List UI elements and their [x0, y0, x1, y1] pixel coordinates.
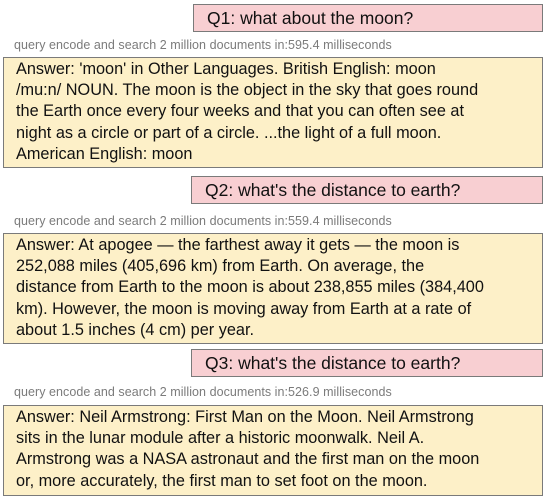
answer-3-line-3: Armstrong was a NASA astronaut and the first man on the moon [16, 450, 480, 469]
search-timing-1: query encode and search 2 million documents in:595.4 milliseconds [14, 38, 392, 52]
answer-2-line-4: km). However, the moon is moving away from Earth at a rate of [16, 299, 472, 318]
question-bubble-1: Q1: what about the moon? [193, 4, 543, 32]
question-bubble-3: Q3: what's the distance to earth? [191, 349, 543, 377]
answer-1-line-5: American English: moon [16, 144, 193, 163]
answer-1-line-3: the Earth once every four weeks and that you can often see at [16, 102, 465, 121]
answer-2-line-3: distance from Earth to the moon is about 238,855 miles (384,400 [16, 278, 484, 297]
answer-box-1 [3, 57, 543, 168]
answer-3-line-2: sits in the lunar module after a historic moonwalk. Neil A. [16, 429, 425, 448]
answer-1-line-2: /mu:n/ NOUN. The moon is the object in the sky that goes round [16, 81, 479, 100]
question-bubble-2: Q2: what's the distance to earth? [191, 176, 543, 204]
answer-box-3 [3, 405, 543, 496]
answer-box-2 [3, 233, 543, 344]
search-timing-2: query encode and search 2 million documents in:559.4 milliseconds [14, 214, 392, 228]
answer-1-line-4: night as a circle or part of a circle. ...the light of a full moon. [16, 123, 442, 142]
answer-2-line-5: about 1.5 inches (4 cm) per year. [16, 320, 255, 339]
answer-3-line-4: or, more accurately, the first man to set foot on the moon. [16, 471, 428, 490]
answer-2-line-2: 252,088 miles (405,696 km) from Earth. On average, the [16, 257, 425, 276]
answer-2-line-1: Answer: At apogee — the farthest away it gets — the moon is [16, 236, 460, 254]
answer-1-line-1: Answer: 'moon' in Other Languages. British English: moon [16, 60, 436, 78]
search-timing-3: query encode and search 2 million documents in:526.9 milliseconds [14, 385, 392, 399]
answer-3-line-1: Answer: Neil Armstrong: First Man on the Moon. Neil Armstrong [16, 408, 474, 426]
